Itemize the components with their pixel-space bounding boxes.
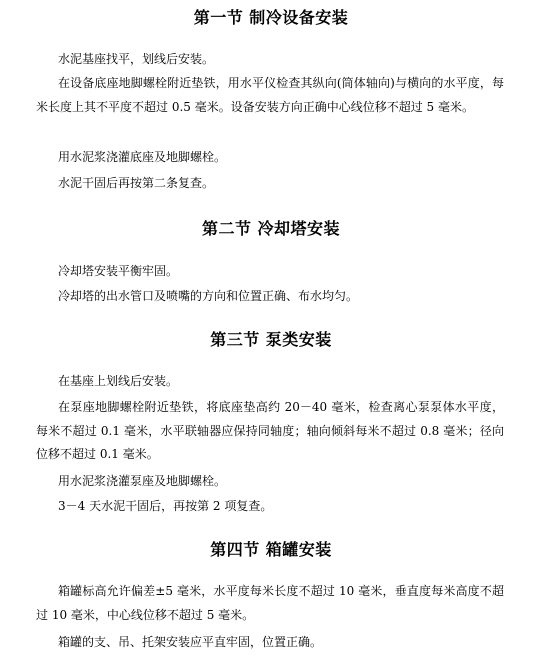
section-2-heading: 第二节 冷却塔安装 — [201, 219, 341, 238]
section-1-paragraph-3: 用水泥浆浇灌底座及地脚螺栓。 — [58, 150, 227, 164]
section-2-paragraph-1: 冷却塔安装平衡牢固。 — [58, 264, 179, 278]
section-1-paragraph-1: 水泥基座找平，划线后安装。 — [58, 52, 215, 66]
section-4-paragraph-2: 箱罐的支、吊、托架安装应平直牢固，位置正确。 — [58, 635, 323, 649]
section-3-paragraph-1: 在基座上划线后安装。 — [58, 374, 179, 388]
section-3-paragraph-3: 用水泥浆浇灌泵座及地脚螺栓。 — [58, 474, 227, 488]
section-3-paragraph-4: 3－4 天水泥干固后，再按第 2 项复查。 — [58, 499, 273, 513]
section-1-heading: 第一节 制冷设备安装 — [193, 8, 349, 27]
section-4-paragraph-1: 箱罐标高允许偏差±5 毫米，水平度每米长度不超过 10 毫米，垂直度每米高度不超过 10 毫米，中心线位移不超过 5 毫米。 — [36, 584, 504, 622]
section-2-paragraph-2: 冷却塔的出水管口及喷嘴的方向和位置正确、布水均匀。 — [58, 289, 359, 303]
section-1-paragraph-4: 水泥干固后再按第二条复查。 — [58, 176, 215, 190]
section-4-heading: 第四节 箱罐安装 — [210, 540, 332, 559]
section-3-paragraph-2: 在泵座地脚螺栓附近垫铁，将底座垫高约 20－40 毫米，检查离心泵泵体水平度，每米不超过 0.1 毫米，水平联轴器应保持同轴度；轴向倾斜每米不超过 0.8 毫米；径向位移不超过 0.1 毫米。 — [36, 400, 504, 461]
section-1-paragraph-2: 在设备底座地脚螺栓附近垫铁，用水平仪检查其纵向(筒体轴向)与横向的水平度，每米长度上其不平度不超过 0.5 毫米。设备安装方向正确中心线位移不超过 5 毫米。 — [36, 76, 504, 114]
section-3-heading: 第三节 泵类安装 — [210, 330, 332, 349]
